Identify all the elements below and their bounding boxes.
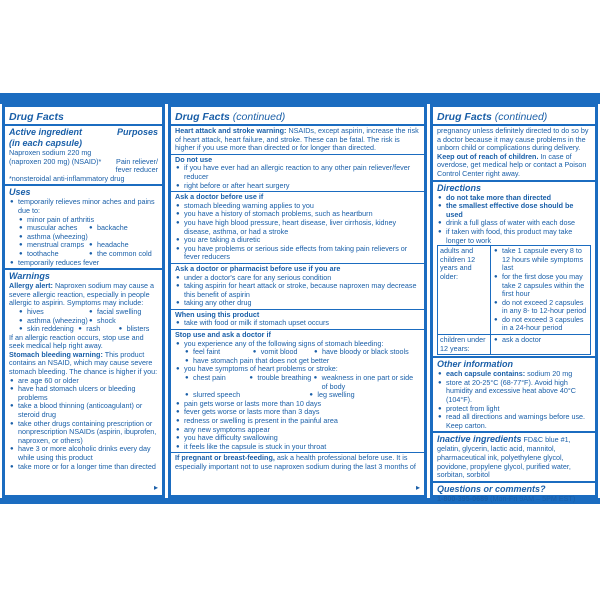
ask-doctor-item: ● you have a history of stomach problems, such as heartburn — [175, 210, 420, 219]
directions-item: ● if taken with food, this product may take longer to work — [437, 228, 591, 245]
panel-title: Drug Facts (continued) — [437, 111, 548, 123]
ask-doctor-item: ● you have high blood pressure, heart disease, liver cirrhosis, kidney disease, asthma, or had a stroke — [175, 219, 420, 236]
stop-use-sub-item: ● leg swelling — [308, 391, 420, 400]
phone-line: 1-800-395-0689 (Mon-Fri 9AM – 5PM EST) — [437, 493, 576, 503]
stomach-item: ● take more or for a longer time than directed — [9, 463, 158, 472]
other-info-item: ● store at 20-25°C (68-77°F). Avoid high humidity and excessive heat above 40°C (104°F). — [437, 379, 591, 405]
stomach-item: ● are age 60 or older — [9, 377, 158, 386]
when-using-heading: When using this product — [175, 309, 260, 319]
stop-use-item: ● you have difficulty swallowing — [175, 434, 420, 443]
panel-title: Drug Facts (continued) — [175, 111, 286, 123]
stomach-item: ● take a blood thinning (anticoagulant) or steroid drug — [9, 402, 158, 419]
stomach-item: ● have 3 or more alcoholic drinks every day while using this product — [9, 445, 158, 462]
continue-arrow-icon: ▸ — [415, 483, 420, 492]
allergy-symptom: ● hives — [9, 308, 88, 317]
ask-doctor-item: ● stomach bleeding warning applies to you — [175, 202, 420, 211]
uses-sub-item: ● toothache — [9, 250, 88, 259]
uses-sub-item: ● backache — [88, 224, 158, 233]
heart-warning: Heart attack and stroke warning: NSAIDs, except aspirin, increase the risk of heart attack, heart failure, and stroke. These can be fatal. The risk is higher if you use more than directed or for longer than directed. — [175, 126, 419, 153]
ask-doctor-item: ● you have problems or serious side effects from taking pain relievers or fever reducers — [175, 245, 420, 262]
keep-out-of-reach: Keep out of reach of children. In case of overdose, get medical help or contact a Poison Control Center right away. — [437, 151, 587, 178]
stop-use-sub-item: ● feel faint — [175, 348, 252, 357]
ask-doctor-heading: Ask a doctor before use if — [175, 192, 264, 202]
uses-heading: Uses — [9, 187, 31, 198]
uses-sub-item: ● asthma (wheezing) — [9, 233, 158, 242]
dosing-item: ● do not exceed 2 capsules in any 8- to 12-hour period — [493, 299, 588, 316]
stop-use-item: ● it feels like the capsule is stuck in your throat — [175, 443, 420, 452]
directions-item: ● do not take more than directed — [437, 194, 591, 203]
do-not-use-item: ● right before or after heart surgery — [175, 182, 420, 191]
allergy-symptom: ● rash — [77, 325, 117, 334]
do-not-use-item: ● if you have ever had an allergic reaction to any other pain reliever/fever reducer — [175, 164, 420, 181]
ask-pharmacist-item: ● under a doctor's care for any serious condition — [175, 274, 420, 283]
ask-pharmacist-heading: Ask a doctor or pharmacist before use if you are — [175, 263, 341, 273]
stomach-item: ● take other drugs containing prescription or nonprescription NSAIDs (aspirin, ibuprofen, naproxen, or others) — [9, 420, 158, 446]
allergy-symptom: ● shock — [88, 317, 158, 326]
continue-arrow-icon: ▸ — [153, 483, 158, 492]
directions-heading: Directions — [437, 182, 482, 193]
stop-use-sub-item: ● trouble breathing — [248, 374, 312, 391]
directions-item: ● the smallest effective dose should be used — [437, 202, 591, 219]
uses-item: ● temporarily reduces fever — [9, 259, 158, 268]
stop-use-sub-item: ● weakness in one part or side of body — [313, 374, 420, 391]
uses-sub-item: ● muscular aches — [9, 224, 88, 233]
stop-use-sub-item: ● chest pain — [175, 374, 248, 391]
stomach-item: ● have had stomach ulcers or bleeding problems — [9, 385, 158, 402]
pregnancy-warning: If pregnant or breast-feeding, ask a health professional before use. It is especially important not to use naproxen sodium during the last 3 months of — [175, 453, 416, 471]
allergy-symptom: ● facial swelling — [88, 308, 158, 317]
other-info-item: ● each capsule contains: sodium 20 mg — [437, 370, 591, 379]
panel-title: Drug Facts — [9, 111, 64, 123]
dosing-item: ● do not exceed 3 capsules in a 24-hour period — [493, 316, 588, 333]
purpose-1: Pain reliever/ — [116, 156, 158, 166]
stop-use-item: ● any new symptoms appear — [175, 426, 420, 435]
purpose-2: fever reducer — [115, 165, 158, 175]
stop-use-heading: Stop use and ask a doctor if — [175, 330, 271, 340]
do-not-use-heading: Do not use — [175, 154, 213, 164]
stop-use-item: ● redness or swelling is present in the painful area — [175, 417, 420, 426]
ask-doctor-item: ● you are taking a diuretic — [175, 236, 420, 245]
uses-item: ● temporarily relieves minor aches and pains due to: — [9, 198, 158, 215]
pregnancy-continued: pregnancy unless definitely directed to do so by a doctor because it may cause problems in the unborn child or complications during delivery. — [437, 126, 589, 153]
panel-3 — [430, 104, 598, 503]
ask-pharmacist-item: ● taking aspirin for heart attack or stroke, because naproxen may decrease this benefit of aspirin — [175, 282, 420, 299]
allergy-symptom: ● asthma (wheezing) — [9, 317, 88, 326]
panel-2 — [168, 104, 427, 498]
stop-use-sub-item: ● have stomach pain that does not get better — [175, 357, 420, 366]
purposes-heading: Purposes — [116, 127, 158, 137]
uses-sub-item: ● headache — [88, 241, 158, 250]
stop-use-item: ● you have symptoms of heart problems or stroke: — [175, 365, 420, 374]
ingredient-line-2: (naproxen 200 mg) (NSAID)* — [9, 156, 102, 166]
stop-use-item: ● pain gets worse or lasts more than 10 days — [175, 400, 420, 409]
ingredient-line-1: Naproxen sodium 220 mg — [9, 148, 92, 157]
inactive-ingredients: Inactive ingredients FD&C blue #1, gelatin, glycerin, lactic acid, mannitol, pharmaceutical ink, polyethylene glycol, povidone, propylene glycol, purified water, sorbitan, sorbitol — [437, 434, 571, 480]
uses-sub-item: ● minor pain of arthritis — [9, 216, 158, 225]
child-dosing: ● ask a doctor — [493, 336, 588, 345]
panel-1 — [2, 104, 165, 498]
directions-item: ● drink a full glass of water with each dose — [437, 219, 591, 228]
warnings-heading: Warnings — [9, 271, 50, 282]
dosing-item: ● take 1 capsule every 8 to 12 hours while symptoms last — [493, 247, 588, 273]
stop-use-sub-item: ● vomit blood — [252, 348, 313, 357]
other-info-item: ● protect from light — [437, 405, 591, 414]
uses-sub-item: ● the common cold — [88, 250, 158, 259]
allergy-symptom: ● skin reddening — [9, 325, 77, 334]
when-using-item: ● take with food or milk if stomach upset occurs — [175, 319, 420, 328]
directions-table — [437, 245, 591, 355]
stop-use-sub-item: ● slurred speech — [175, 391, 308, 400]
stop-use-item: ● fever gets worse or lasts more than 3 days — [175, 408, 420, 417]
other-info-heading: Other information — [437, 359, 513, 370]
top-border — [0, 93, 600, 104]
footnote: *nonsteroidal anti-inflammatory drug — [9, 173, 125, 183]
dosing-item: ● for the first dose you may take 2 capsules within the first hour — [493, 273, 588, 299]
stop-use-item: ● you experience any of the following signs of stomach bleeding: — [175, 340, 420, 349]
table-row — [438, 335, 591, 355]
active-ingredient-heading: Active ingredient — [9, 127, 83, 137]
uses-sub-item: ● menstrual cramps — [9, 241, 88, 250]
table-row — [438, 246, 591, 335]
adult-label: adults and children 12 years and older: — [438, 246, 491, 335]
stop-use-sub-item: ● have bloody or black stools — [313, 348, 420, 357]
allergy-after: If an allergic reaction occurs, stop use and seek medical help right away. — [9, 332, 144, 351]
allergy-alert: Allergy alert: Naproxen sodium may cause a severe allergic reaction, especially in people allergic to aspirin. Symptoms may include: — [9, 281, 155, 308]
ask-pharmacist-item: ● taking any other drug — [175, 299, 420, 308]
allergy-symptom: ● blisters — [118, 325, 158, 334]
stomach-warning: Stomach bleeding warning: This product contains an NSAID, which may cause severe stomach bleeding. The chance is higher if you: — [9, 349, 158, 377]
other-info-item: ● read all directions and warnings before use. Keep carton. — [437, 413, 591, 430]
questions-heading: Questions or comments? — [437, 483, 546, 494]
adult-dosing — [491, 246, 591, 335]
active-ingredient-sub: (in each capsule) — [9, 138, 83, 148]
child-label: children under 12 years: — [438, 335, 491, 355]
